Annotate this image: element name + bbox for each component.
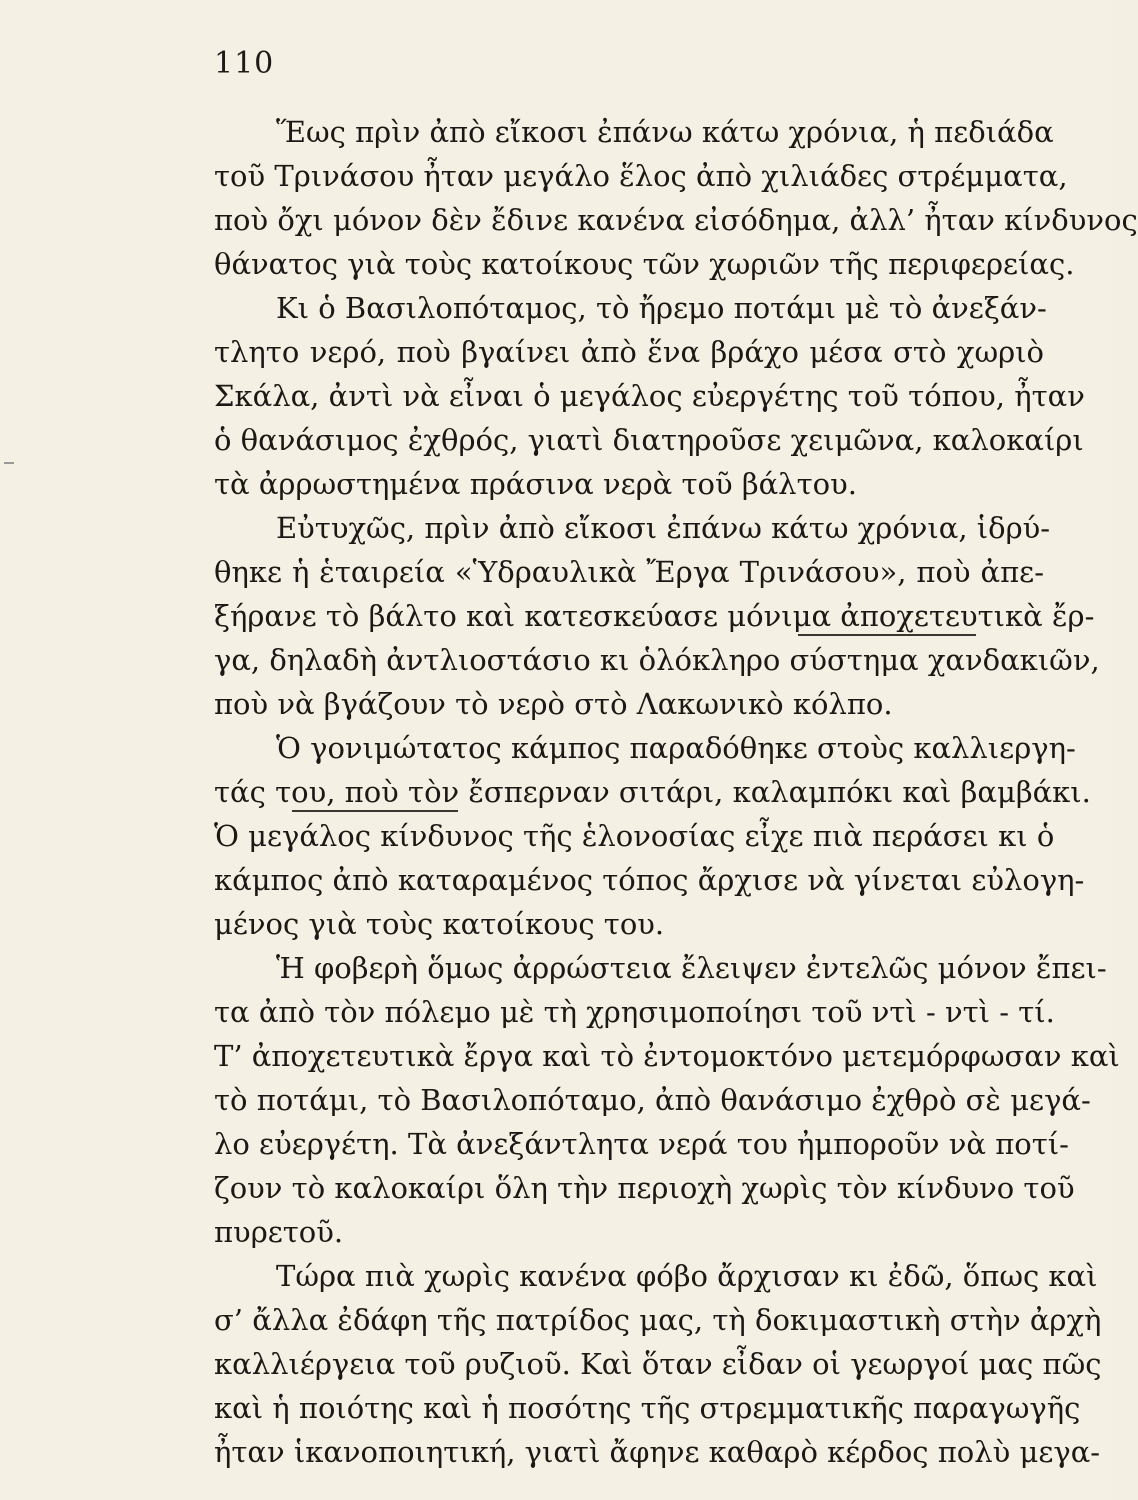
text-line: κάμπος ἀπὸ καταραμένος τόπος ἄρχισε νὰ γίνεται εὐλογη- bbox=[214, 863, 1085, 897]
text-line: πυρετοῦ. bbox=[214, 1215, 344, 1249]
text-line: καὶ ἡ ποιότης καὶ ἡ ποσότης τῆς στρεμματικῆς παραγωγῆς bbox=[214, 1391, 1081, 1425]
text-line: Εὐτυχῶς, πρὶν ἀπὸ εἴκοσι ἐπάνω κάτω χρόνια, ἱδρύ- bbox=[276, 511, 1051, 545]
text-line: Ὁ μεγάλος κίνδυνος τῆς ἑλονοσίας εἶχε πιὰ περάσει κι ὁ bbox=[214, 819, 1055, 853]
text-line: Ἕως πρὶν ἀπὸ εἴκοσι ἐπάνω κάτω χρόνια, ἡ πεδιάδα bbox=[276, 115, 1054, 149]
text-line: Σκάλα, ἀντὶ νὰ εἶναι ὁ μεγάλος εὐεργέτης τοῦ τόπου, ἦταν bbox=[214, 379, 1085, 413]
handwritten-underline bbox=[292, 810, 458, 812]
text-line: ποὺ ὄχι μόνον δὲν ἔδινε κανένα εἰσόδημα, ἀλλ’ ἦταν κίνδυνος bbox=[214, 203, 1138, 237]
text-line: καλλιέργεια τοῦ ρυζιοῦ. Καὶ ὅταν εἶδαν οἱ γεωργοί μας πῶς bbox=[214, 1347, 1102, 1381]
text-line: Ὁ γονιμώτατος κάμπος παραδόθηκε στοὺς καλλιεργη- bbox=[276, 731, 1076, 765]
text-line: Κι ὁ Βασιλοπόταμος, τὸ ἤρεμο ποτάμι μὲ τὸ ἀνεξάν- bbox=[276, 291, 1047, 325]
text-line: θηκε ἡ ἑταιρεία «Ὑδραυλικὰ Ἔργα Τρινάσου», ποὺ ἀπε- bbox=[214, 555, 1044, 589]
text-line: λο εὐεργέτη. Τὰ ἀνεξάντλητα νερά του ἠμποροῦν νὰ ποτί- bbox=[214, 1127, 1069, 1161]
text-line: ὁ θανάσιμος ἐχθρός, γιατὶ διατηροῦσε χειμῶνα, καλοκαίρι bbox=[214, 423, 1084, 457]
text-line: Ἡ φοβερὴ ὅμως ἀρρώστεια ἔλειψεν ἐντελῶς μόνον ἔπει- bbox=[276, 951, 1107, 985]
text-line: τάς του, ποὺ τὸν ἔσπερναν σιτάρι, καλαμπόκι καὶ βαμβάκι. bbox=[214, 775, 1091, 809]
page-number: 110 bbox=[214, 46, 275, 81]
text-line: ξήρανε τὸ βάλτο καὶ κατεσκεύασε μόνιμα ἀποχετευτικὰ ἔρ- bbox=[214, 599, 1095, 633]
text-line: τλητο νερό, ποὺ βγαίνει ἀπὸ ἕνα βράχο μέσα στὸ χωριὸ bbox=[214, 335, 1044, 369]
text-line: ζουν τὸ καλοκαίρι ὅλη τὴν περιοχὴ χωρὶς τὸν κίνδυνο τοῦ bbox=[214, 1171, 1075, 1205]
text-line: θάνατος γιὰ τοὺς κατοίκους τῶν χωριῶν τῆς περιφερείας. bbox=[214, 247, 1075, 281]
text-line: γα, δηλαδὴ ἀντλιοστάσιο κι ὁλόκληρο σύστημα χανδακιῶν, bbox=[214, 643, 1100, 677]
text-line: ἦταν ἱκανοποιητική, γιατὶ ἄφηνε καθαρὸ κέρδος πολὺ μεγα- bbox=[214, 1435, 1101, 1469]
text-line: τοῦ Τρινάσου ἦταν μεγάλο ἕλος ἀπὸ χιλιάδες στρέμματα, bbox=[214, 159, 1068, 193]
text-line: Τ’ ἀποχετευτικὰ ἔργα καὶ τὸ ἐντομοκτόνο μετεμόρφωσαν καὶ bbox=[214, 1039, 1120, 1073]
text-line: μένος γιὰ τοὺς κατοίκους του. bbox=[214, 907, 665, 941]
text-line: σ’ ἄλλα ἐδάφη τῆς πατρίδος μας, τὴ δοκιμαστικὴ στὴν ἀρχὴ bbox=[214, 1303, 1102, 1337]
text-line: τα ἀπὸ τὸν πόλεμο μὲ τὴ χρησιμοποίησι τοῦ ντὶ - ντὶ - τί. bbox=[214, 995, 1055, 1029]
text-line: τὰ ἀρρωστημένα πράσινα νερὰ τοῦ βάλτου. bbox=[214, 467, 857, 501]
text-line: τὸ ποτάμι, τὸ Βασιλοπόταμο, ἀπὸ θανάσιμο ἐχθρὸ σὲ μεγά- bbox=[214, 1083, 1091, 1117]
text-line: ποὺ νὰ βγάζουν τὸ νερὸ στὸ Λακωνικὸ κόλπο. bbox=[214, 687, 893, 721]
margin-mark bbox=[4, 462, 14, 464]
text-line: Τώρα πιὰ χωρὶς κανένα φόβο ἄρχισαν κι ἐδῶ, ὅπως καὶ bbox=[276, 1259, 1098, 1293]
handwritten-underline bbox=[798, 634, 976, 636]
